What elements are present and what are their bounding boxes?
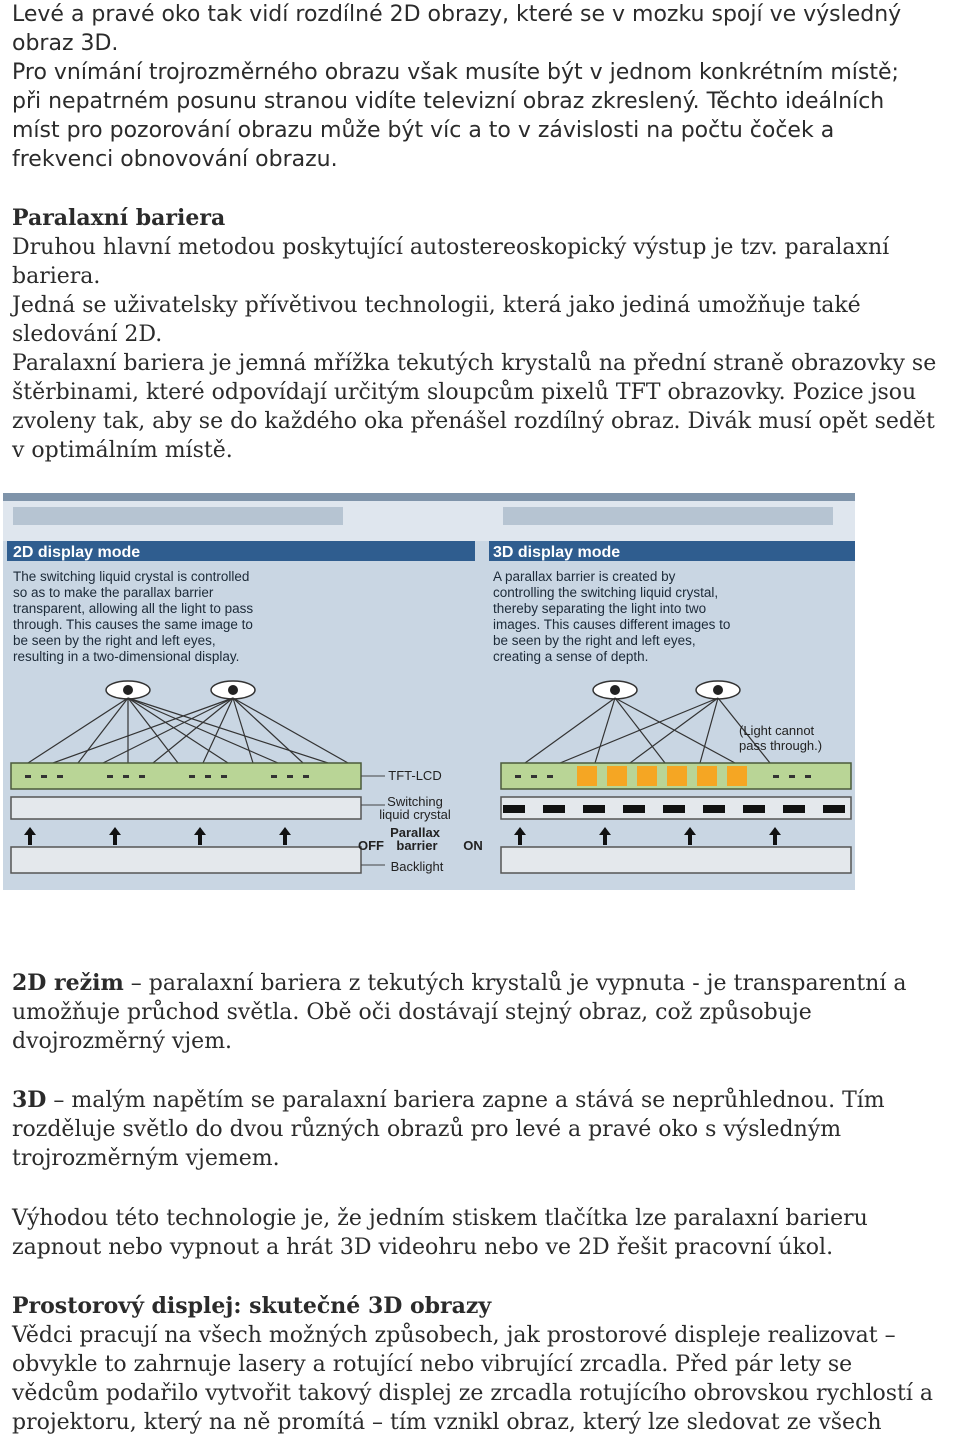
mode-2d-line [12, 969, 958, 998]
left-desc-line: The switching liquid crystal is controlled [13, 569, 250, 584]
parallax-line: Druhou hlavní metodou poskytující autostereoskopický výstup je tzv. paralaxní [12, 235, 890, 260]
diagram-faded-header-right [503, 507, 833, 525]
advantage-paragraph [12, 1204, 958, 1262]
right-desc-line: creating a sense of depth. [493, 649, 649, 664]
label-on: ON [463, 838, 483, 853]
left-desc-line: through. This causes the same image to [13, 617, 253, 632]
right-barrier-slits [503, 805, 845, 813]
intro-line: Levé a pravé oko tak vidí rozdílné 2D obrazy, které se v mozku spojí ve výsledný [12, 2, 902, 27]
left-liquid-crystal-layer [11, 797, 361, 819]
left-desc-line: so as to make the parallax barrier [13, 585, 214, 600]
intro-line: při nepatrném posunu stranou vidíte televizní obraz zkreslený. Těchto ideálních [12, 89, 885, 114]
diagram-faded-header-left [13, 507, 343, 525]
parallax-section [12, 204, 958, 465]
parallax-barrier-diagram [3, 493, 855, 890]
parallax-line: Paralaxní bariera je jemná mřížka tekutých krystalů na přední straně obrazovky se [12, 351, 937, 376]
advantage-line: Výhodou této technologie je, že jedním stiskem tlačítka lze paralaxní barieru [12, 1206, 868, 1231]
spatial-line: Vědci pracují na všech možných způsobech, jak prostorové displeje realizovat – [12, 1323, 896, 1348]
mode-2d-paragraph [12, 969, 958, 1056]
eye-pupil [713, 685, 723, 695]
mode-2d-line: dvojrozměrný vjem. [12, 1029, 233, 1054]
mode-3d-line: rozděluje světlo do dvou různých obrazů pro levé a pravé oko s výsledným [12, 1117, 842, 1142]
intro-line: frekvenci obnovování obrazu. [12, 147, 338, 172]
right-title: 3D display mode [493, 544, 621, 561]
spatial-line: vědcům podařilo vytvořit takový displej ze zrcadla rotujícího obrovskou rychlostí a [12, 1381, 934, 1406]
mode-3d-line: trojrozměrným vjemem. [12, 1146, 280, 1171]
eye-pupil [228, 685, 238, 695]
light-note-line: (Light cannot [739, 723, 815, 738]
parallax-line: zvoleny tak, aby se do každého oka přenášel rozdílný obraz. Divák musí opět sedět [12, 409, 935, 434]
mode-3d-text: – malým napětím se paralaxní bariera zapne a stává se neprůhlednou. Tím [46, 1088, 885, 1113]
parallax-line: Jedná se uživatelsky přívětivou technologii, která jako jediná umožňuje také [12, 293, 861, 318]
intro-line: míst pro pozorování obrazu může být víc a to v závislosti na počtu čoček a [12, 118, 835, 143]
mode-2d-term: 2D režim [12, 970, 124, 996]
intro-paragraph [12, 0, 958, 174]
spatial-line: projektoru, který na ně promítá – tím vznikl obraz, který lze sledovat ze všech [12, 1410, 882, 1435]
left-desc-line: resulting in a two-dimensional display. [13, 649, 240, 664]
advantage-line: zapnout nebo vypnout a hrát 3D videohru nebo ve 2D řešit pracovní úkol. [12, 1235, 834, 1260]
right-desc-line: be seen by the right and left eyes, [493, 633, 696, 648]
mode-2d-text: – paralaxní bariera z tekutých krystalů je vypnuta - je transparentní a [123, 971, 907, 996]
label-off: OFF [358, 838, 384, 853]
right-desc-line: controlling the switching liquid crystal, [493, 585, 719, 600]
mode-3d-line [12, 1086, 958, 1115]
label-tft-lcd: TFT-LCD [388, 768, 442, 783]
parallax-line: sledování 2D. [12, 322, 163, 347]
spatial-display-section [12, 1292, 958, 1437]
left-backlight-layer [11, 847, 361, 873]
label-parallax: Parallax [390, 825, 440, 840]
parallax-line: štěrbinami, které odpovídají určitým sloupcům pixelů TFT obrazovky. Pozice jsou [12, 380, 917, 405]
parallax-line: bariera. [12, 264, 101, 289]
label-backlight: Backlight [390, 859, 444, 874]
mode-3d-term: 3D [12, 1087, 47, 1113]
label-liquid-crystal: liquid crystal [379, 807, 451, 822]
eye-pupil [123, 685, 133, 695]
left-desc-line: transparent, allowing all the light to pass [13, 601, 254, 616]
parallax-heading: Paralaxní bariera [12, 205, 226, 231]
spatial-heading: Prostorový displej: skutečné 3D obrazy [12, 1293, 492, 1319]
parallax-line: v optimálním místě. [12, 438, 233, 463]
intro-line: Pro vnímání trojrozměrného obrazu však musíte být v jednom konkrétním místě; [12, 60, 899, 85]
mode-3d-paragraph [12, 1086, 958, 1173]
diagram-top-strip [3, 493, 855, 501]
right-backlight-layer [501, 847, 851, 873]
left-title: 2D display mode [13, 544, 141, 561]
right-desc-line: images. This causes different images to [493, 617, 731, 632]
light-note-line: pass through.) [739, 738, 823, 753]
left-desc-line: be seen by the right and left eyes, [13, 633, 216, 648]
right-desc-line: thereby separating the light into two [493, 601, 707, 616]
eye-pupil [610, 685, 620, 695]
label-barrier: barrier [396, 838, 438, 853]
mode-2d-line: umožňuje průchod světla. Obě oči dostávají stejný obraz, což způsobuje [12, 1000, 812, 1025]
intro-line: obraz 3D. [12, 31, 119, 56]
label-switching: Switching [387, 794, 443, 809]
right-desc-line: A parallax barrier is created by [493, 569, 676, 584]
spatial-line: obvykle to zahrnuje lasery a rotující nebo vibrující zrcadla. Před pár lety se [12, 1352, 853, 1377]
